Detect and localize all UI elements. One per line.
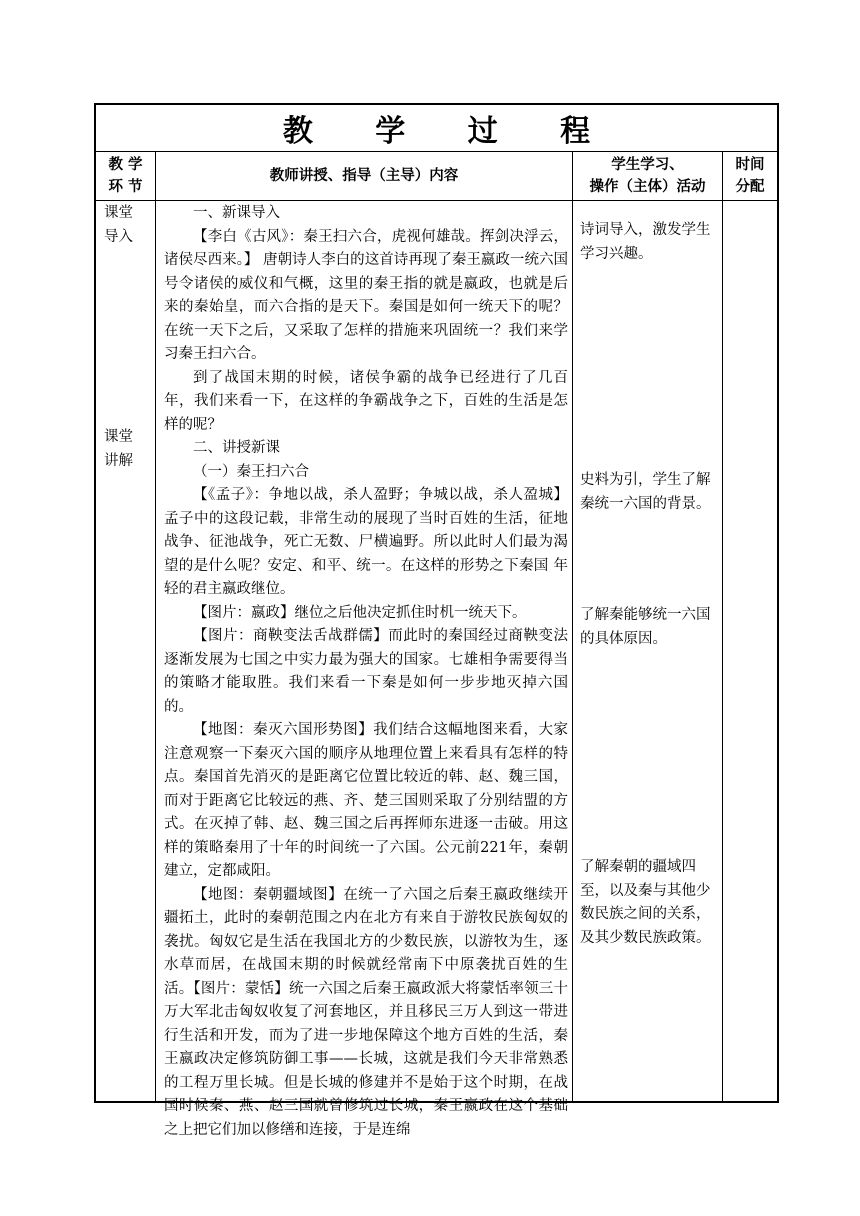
stage-lecture: 课堂 讲解	[104, 429, 133, 469]
table-title: 教 学 过 程	[282, 114, 617, 149]
divider	[572, 152, 573, 1101]
student-activity: 史料为引，学生了解秦统一六国的背景。	[580, 472, 711, 512]
stage-intro: 课堂 导入	[104, 205, 133, 245]
section-heading: 二、讲授新课	[193, 440, 280, 456]
header-time: 时间 分配	[735, 156, 765, 195]
student-activity: 诗词导入，激发学生学习兴趣。	[580, 222, 711, 262]
header-teacher: 教师讲授、指导（主导）内容	[269, 167, 459, 184]
paragraph: 到了战国末期的时候，诸侯争霸的战争已经进行了几百年，我们来看一下，在这样的争霸战争之下，百姓的生活是怎样的呢？	[164, 369, 568, 433]
teacher-content	[164, 202, 568, 1142]
paragraph: 【《孟子》：争地以战，杀人盈野；争城以战，杀人盈城】孟子中的这段记载，非常生动的展现了当时百姓的生活，征地战争、征池战争，死亡无数、尸横遍野。所以此时人们最为渴望的是什么呢？安定、和平、统一。在这样的形势之下秦国 年轻的君主嬴政继位。	[164, 487, 568, 597]
paragraph: 【李白《古风》：秦王扫六合，虎视何雄哉。挥剑决浮云，诸侯尽西来。】 唐朝诗人李白的这首诗再现了秦王嬴政一统六国号令诸侯的威仪和气概，这里的秦王指的就是嬴政，也就是后来的秦始皇，而六合指的是天下。秦国是如何一统天下的呢？在统一天下之后，又采取了怎样的措施来巩固统一？我们来学习秦王扫六合。	[164, 228, 568, 362]
student-activity: 了解秦能够统一六国的具体原因。	[580, 607, 711, 647]
paragraph: 【地图：秦朝疆域图】在统一了六国之后秦王嬴政继续开疆拓土，此时的秦朝范围之内在北方有来自于游牧民族匈奴的袭扰。匈奴它是生活在我国北方的少数民族，以游牧为生，逐水草而居，在战国末期的时候就经常南下中原袭扰百姓的生活。【图片：蒙恬】统一六国之后秦王嬴政派大将蒙恬率领三十万大军北击匈奴收复了河套地区，并且移民三万人到这一带进行生活和开发，而为了进一步地保障这个地方百姓的生活，秦王嬴政决定修筑防御工事——长城，这就是我们今天非常熟悉的工程万里长城。但是长城的修建并不是始于这个时期，在战国时候秦、燕、赵三国就曾修筑过长城，秦王嬴政在这个基础之上把它们加以修缮和连接，于是连绵	[164, 886, 568, 1138]
student-activity: 了解秦朝的疆域四至，以及秦与其他少数民族之间的关系，及其少数民族政策。	[580, 859, 711, 946]
paragraph: 【图片：商鞅变法舌战群儒】而此时的秦国经过商鞅变法逐渐发展为七国之中实力最为强大的国家。七雄相争需要得当的策略才能取胜。我们来看一下秦是如何一步步地灭掉六国的。	[164, 628, 568, 715]
subsection-heading: （一）秦王扫六合	[193, 463, 309, 480]
header-student: 学生学习、 操作（主体）活动	[589, 156, 706, 195]
lesson-table	[94, 103, 779, 1138]
section-heading: 一、新课导入	[193, 205, 280, 221]
header-stage: 教 学 环 节	[108, 156, 143, 195]
divider	[155, 152, 156, 1101]
paragraph: 【图片：嬴政】继位之后他决定抓住时机一统天下。	[193, 604, 527, 621]
divider	[96, 200, 777, 201]
paragraph: 【地图：秦灭六国形势图】我们结合这幅地图来看，大家注意观察一下秦灭六国的顺序从地理位置上来看具有怎样的特点。秦国首先消灭的是距离它位置比较近的韩、赵、魏三国，而对于距离它比较远的燕、齐、楚三国则采取了分别结盟的方式。在灭掉了韩、赵、魏三国之后再挥师东进逐一击破。用这样的策略秦用了十年的时间统一了六国。公元前221年，秦朝建立，定都咸阳。	[164, 722, 568, 879]
divider	[722, 152, 723, 1101]
